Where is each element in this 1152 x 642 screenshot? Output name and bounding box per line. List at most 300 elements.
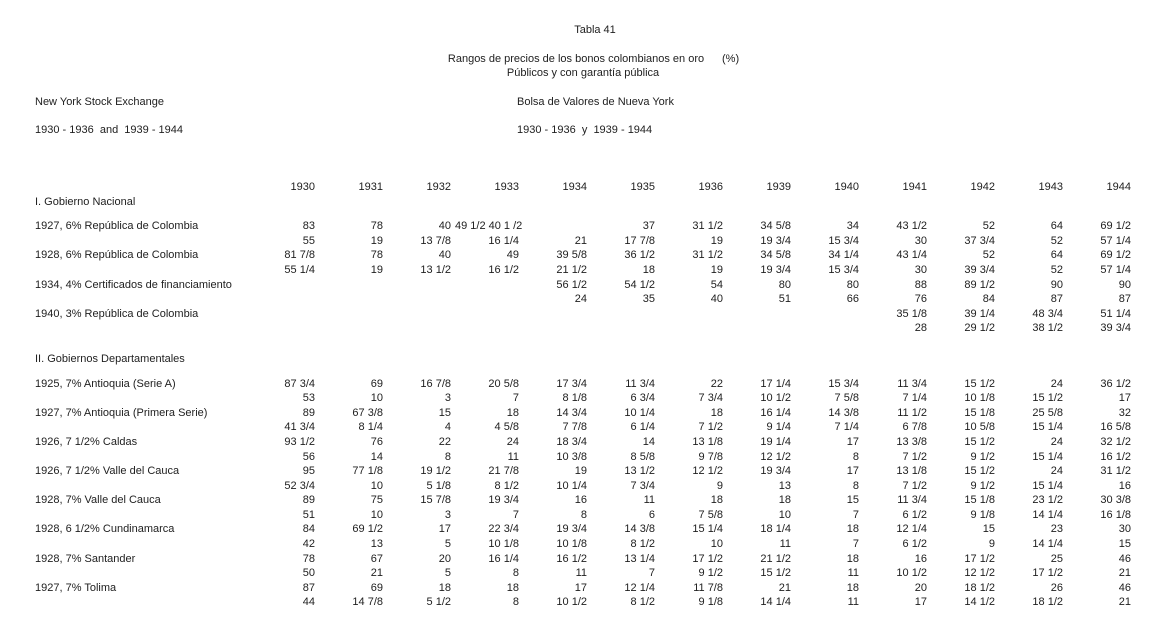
low-value: 9 1/8 xyxy=(698,596,723,609)
bond-label-empty xyxy=(35,263,250,278)
high-value: 36 1/2 xyxy=(1100,377,1131,390)
high-value: 15 xyxy=(982,523,995,536)
bond-row-high xyxy=(35,278,1134,293)
low-value: 19 xyxy=(370,263,383,276)
bond-row-high xyxy=(35,377,1134,392)
high-value: 11 7/8 xyxy=(693,581,723,594)
low-value: 13 7/8 xyxy=(420,234,451,247)
high-value: 15 1/8 xyxy=(964,406,995,419)
low-value xyxy=(250,292,318,307)
high-value: 69 1/2 xyxy=(1100,249,1131,262)
bond-label: 1926, 7 1/2% Caldas xyxy=(35,435,138,448)
bond-label-empty xyxy=(35,450,250,465)
high-value: 13 1/4 xyxy=(624,552,655,565)
spacer-row xyxy=(35,367,1134,377)
bond-row-low xyxy=(35,450,1134,465)
high-value-spill: 49 1/2 40 1 /2 xyxy=(455,220,523,233)
high-value: 10 1/4 xyxy=(624,406,655,419)
high-value: 16 xyxy=(574,494,587,507)
low-value: 11 xyxy=(847,567,859,580)
price-table xyxy=(35,180,1134,610)
high-value: 34 1/4 xyxy=(828,249,859,262)
low-value: 7 1/4 xyxy=(834,421,859,434)
high-value: 54 1/2 xyxy=(624,278,655,291)
low-value: 6 1/2 xyxy=(902,538,927,551)
low-value: 3 xyxy=(444,508,451,521)
high-value: 12 1/2 xyxy=(692,465,723,478)
bond-row-low xyxy=(35,292,1134,307)
high-value: 11 3/4 xyxy=(897,494,927,507)
high-value: 21 1/2 xyxy=(760,552,791,565)
high-value: 54 xyxy=(710,278,723,291)
low-value xyxy=(590,321,658,336)
low-value: 7 5/8 xyxy=(834,392,859,405)
high-value xyxy=(590,307,658,322)
high-value: 19 1/2 xyxy=(420,465,451,478)
high-value: 17 xyxy=(574,581,587,594)
high-value: 40 xyxy=(438,249,451,262)
low-value: 7 1/2 xyxy=(902,450,927,463)
spacer-cell xyxy=(35,367,1134,377)
low-value: 9 xyxy=(988,538,995,551)
bond-label-empty xyxy=(35,234,250,249)
low-value: 57 1/4 xyxy=(1100,263,1131,276)
high-value: 19 3/4 xyxy=(488,494,519,507)
year-header: 1931 xyxy=(358,181,383,193)
low-value: 19 3/4 xyxy=(760,263,791,276)
low-value: 15 1/4 xyxy=(1032,479,1063,492)
low-value: 10 1/8 xyxy=(488,538,519,551)
bond-label: 1934, 4% Certificados de financiamiento xyxy=(35,278,232,291)
low-value: 51 xyxy=(302,508,315,521)
high-value: 40 xyxy=(438,220,451,233)
unit-label: (%) xyxy=(722,53,740,65)
low-value: 16 5/8 xyxy=(1100,421,1131,434)
section-heading: II. Gobiernos Departamentales xyxy=(35,352,185,365)
low-value: 3 xyxy=(444,392,451,405)
high-value: 18 xyxy=(846,581,859,594)
low-value xyxy=(454,292,522,307)
high-value: 77 1/8 xyxy=(352,465,383,478)
low-value: 9 7/8 xyxy=(698,450,723,463)
high-value: 69 xyxy=(370,581,383,594)
low-value: 52 xyxy=(1050,263,1063,276)
high-value: 52 xyxy=(982,220,995,233)
low-value: 24 xyxy=(574,293,587,306)
low-value: 10 3/8 xyxy=(556,450,587,463)
low-value: 8 xyxy=(444,450,451,463)
low-value: 30 xyxy=(914,234,927,247)
bond-row-high xyxy=(35,522,1134,537)
high-value: 32 1/2 xyxy=(1100,435,1131,448)
bond-row-low xyxy=(35,508,1134,523)
low-value: 8 xyxy=(512,596,519,609)
year-header: 1944 xyxy=(1106,181,1131,193)
year-header: 1940 xyxy=(834,181,859,193)
high-value: 15 xyxy=(846,494,859,507)
low-value: 5 xyxy=(444,567,451,580)
high-value: 34 5/8 xyxy=(760,249,791,262)
low-value: 39 3/4 xyxy=(964,263,995,276)
low-value: 15 3/4 xyxy=(828,263,859,276)
low-value: 52 3/4 xyxy=(284,479,315,492)
bond-row-low xyxy=(35,566,1134,581)
low-value: 11 xyxy=(507,450,519,463)
period-spanish: 1930 - 1936 y 1939 - 1944 xyxy=(517,124,653,136)
low-value: 12 1/2 xyxy=(964,567,995,580)
bond-row-high xyxy=(35,493,1134,508)
high-value: 19 3/4 xyxy=(760,465,791,478)
low-value: 37 3/4 xyxy=(964,234,995,247)
low-value: 76 xyxy=(914,293,927,306)
high-value xyxy=(794,307,862,322)
high-value: 16 7/8 xyxy=(420,377,451,390)
bond-row-high xyxy=(35,248,1134,263)
low-value: 17 1/2 xyxy=(1032,567,1063,580)
bond-row-low xyxy=(35,391,1134,406)
year-header: 1942 xyxy=(970,181,995,193)
high-value: 17 3/4 xyxy=(556,377,587,390)
high-value: 46 xyxy=(1118,581,1131,594)
low-value: 10 xyxy=(710,538,723,551)
high-value: 81 7/8 xyxy=(284,249,315,262)
high-value xyxy=(454,307,522,322)
low-value: 30 xyxy=(914,263,927,276)
high-value: 12 1/4 xyxy=(896,523,927,536)
low-value: 6 3/4 xyxy=(630,392,655,405)
low-value: 8 xyxy=(580,508,587,521)
low-value xyxy=(318,292,386,307)
high-value: 21 7/8 xyxy=(488,465,519,478)
spacer-cell xyxy=(35,336,1134,352)
high-value: 25 xyxy=(1050,552,1063,565)
bond-label-empty xyxy=(35,292,250,307)
bond-row-low xyxy=(35,263,1134,278)
low-value: 19 xyxy=(710,263,723,276)
low-value: 5 xyxy=(444,538,451,551)
high-value: 78 xyxy=(370,220,383,233)
high-value: 31 1/2 xyxy=(692,249,723,262)
high-value: 64 xyxy=(1050,220,1063,233)
bond-label: 1928, 6 1/2% Cundinamarca xyxy=(35,523,175,536)
low-value: 38 1/2 xyxy=(1032,322,1063,335)
high-value: 14 3/8 xyxy=(624,523,655,536)
high-value: 17 1/2 xyxy=(692,552,723,565)
low-value: 66 xyxy=(846,293,859,306)
high-value: 31 1/2 xyxy=(692,220,723,233)
low-value: 11 xyxy=(847,596,859,609)
bond-row-low xyxy=(35,234,1134,249)
low-value: 7 5/8 xyxy=(698,508,723,521)
high-value: 16 1/2 xyxy=(556,552,587,565)
low-value: 21 xyxy=(1118,567,1131,580)
bond-label: 1927, 7% Tolima xyxy=(35,581,117,594)
low-value: 14 7/8 xyxy=(352,596,383,609)
bond-row-high xyxy=(35,219,1134,234)
low-value: 7 xyxy=(852,538,859,551)
low-value: 87 xyxy=(1118,293,1131,306)
low-value: 16 1/2 xyxy=(1100,450,1131,463)
high-value: 43 1/4 xyxy=(896,249,927,262)
high-value xyxy=(522,219,590,234)
low-value: 15 3/4 xyxy=(828,234,859,247)
bond-label-empty xyxy=(35,479,250,494)
low-value: 10 1/2 xyxy=(760,392,791,405)
low-value: 8 1/8 xyxy=(562,392,587,405)
low-value: 44 xyxy=(302,596,315,609)
high-value xyxy=(522,307,590,322)
high-value: 18 xyxy=(710,406,723,419)
high-value: 11 1/2 xyxy=(897,406,927,419)
low-value: 29 1/2 xyxy=(964,322,995,335)
low-value xyxy=(318,321,386,336)
high-value: 69 xyxy=(370,377,383,390)
low-value: 7 1/2 xyxy=(902,479,927,492)
spacer-cell xyxy=(35,209,1134,219)
high-value: 16 xyxy=(914,552,927,565)
high-value: 26 xyxy=(1050,581,1063,594)
bond-row-low xyxy=(35,420,1134,435)
low-value: 8 xyxy=(852,450,859,463)
low-value: 7 xyxy=(648,567,655,580)
high-value: 13 1/8 xyxy=(692,435,723,448)
low-value: 14 1/4 xyxy=(1032,508,1063,521)
bond-label: 1926, 7 1/2% Valle del Cauca xyxy=(35,465,180,478)
table-title: Rangos de precios de los bonos colombianos en oro xyxy=(447,53,705,65)
high-value: 20 5/8 xyxy=(488,377,519,390)
low-value: 11 xyxy=(575,567,587,580)
low-value: 15 1/4 xyxy=(1032,450,1063,463)
low-value: 10 xyxy=(778,508,791,521)
low-value: 15 xyxy=(1118,538,1131,551)
high-value: 21 xyxy=(778,581,791,594)
low-value: 7 1/2 xyxy=(698,421,723,434)
high-value: 22 3/4 xyxy=(488,523,519,536)
bond-label: 1940, 3% República de Colombia xyxy=(35,307,199,320)
high-value: 89 xyxy=(302,406,315,419)
high-value: 15 1/4 xyxy=(692,523,723,536)
low-value: 16 1/8 xyxy=(1100,508,1131,521)
high-value: 22 xyxy=(438,435,451,448)
low-value xyxy=(386,292,454,307)
low-value: 40 xyxy=(710,293,723,306)
high-value: 34 xyxy=(846,220,859,233)
year-header: 1935 xyxy=(630,181,655,193)
high-value: 48 3/4 xyxy=(1032,307,1063,320)
high-value: 30 3/8 xyxy=(1100,494,1131,507)
high-value: 69 1/2 xyxy=(352,523,383,536)
low-value: 7 7/8 xyxy=(562,421,587,434)
high-value: 15 1/2 xyxy=(964,465,995,478)
high-value: 16 1/4 xyxy=(760,406,791,419)
high-value: 84 xyxy=(302,523,315,536)
low-value: 7 xyxy=(512,508,519,521)
year-header: 1933 xyxy=(494,181,519,193)
high-value: 18 xyxy=(846,523,859,536)
high-value: 34 5/8 xyxy=(760,220,791,233)
high-value: 15 7/8 xyxy=(420,494,451,507)
low-value: 41 3/4 xyxy=(284,421,315,434)
high-value: 18 xyxy=(438,581,451,594)
low-value: 55 xyxy=(302,234,315,247)
low-value: 7 3/4 xyxy=(630,479,655,492)
high-value: 11 xyxy=(643,494,655,507)
low-value: 5 1/2 xyxy=(426,596,451,609)
low-value: 10 xyxy=(370,508,383,521)
high-value: 19 1/4 xyxy=(760,435,791,448)
high-value xyxy=(318,278,386,293)
low-value: 51 xyxy=(778,293,791,306)
high-value: 31 1/2 xyxy=(1100,465,1131,478)
low-value xyxy=(250,321,318,336)
high-value: 37 xyxy=(642,220,655,233)
bond-label-empty xyxy=(35,537,250,552)
high-value: 83 xyxy=(302,220,315,233)
year-header: 1941 xyxy=(902,181,927,193)
low-value: 16 1/2 xyxy=(488,263,519,276)
low-value: 4 5/8 xyxy=(494,421,519,434)
bond-label-empty xyxy=(35,391,250,406)
low-value: 35 xyxy=(642,293,655,306)
high-value xyxy=(658,307,726,322)
low-value: 21 xyxy=(574,234,587,247)
low-value: 11 xyxy=(779,538,791,551)
low-value xyxy=(658,321,726,336)
bond-label: 1928, 6% República de Colombia xyxy=(35,249,199,262)
low-value: 8 1/4 xyxy=(358,421,383,434)
bond-label: 1927, 6% República de Colombia xyxy=(35,220,199,233)
high-value: 89 1/2 xyxy=(964,278,995,291)
high-value: 17 1/2 xyxy=(964,552,995,565)
high-value xyxy=(318,307,386,322)
high-value: 18 xyxy=(778,494,791,507)
high-value: 52 xyxy=(982,249,995,262)
high-value: 95 xyxy=(302,465,315,478)
low-value: 10 1/4 xyxy=(556,479,587,492)
high-value: 43 1/2 xyxy=(896,220,927,233)
high-value: 14 xyxy=(642,435,655,448)
high-value: 32 xyxy=(1118,406,1131,419)
low-value: 10 1/8 xyxy=(556,538,587,551)
low-value: 21 xyxy=(1118,596,1131,609)
bond-row-high xyxy=(35,581,1134,596)
year-header: 1943 xyxy=(1038,181,1063,193)
high-value: 23 1/2 xyxy=(1032,494,1063,507)
high-value: 16 1/4 xyxy=(488,552,519,565)
high-value: 20 xyxy=(438,552,451,565)
high-value xyxy=(250,278,318,293)
low-value: 10 1/2 xyxy=(896,567,927,580)
high-value: 15 1/2 xyxy=(964,377,995,390)
low-value: 17 7/8 xyxy=(624,234,655,247)
low-value: 56 xyxy=(302,450,315,463)
low-value: 9 xyxy=(716,479,723,492)
low-value: 57 1/4 xyxy=(1100,234,1131,247)
low-value: 9 1/2 xyxy=(698,567,723,580)
high-value: 17 1/4 xyxy=(760,377,791,390)
bond-label-empty xyxy=(35,508,250,523)
low-value xyxy=(386,321,454,336)
low-value: 10 5/8 xyxy=(964,421,995,434)
high-value: 18 1/2 xyxy=(964,581,995,594)
high-value: 51 1/4 xyxy=(1100,307,1131,320)
high-value: 13 3/8 xyxy=(896,435,927,448)
low-value: 16 1/4 xyxy=(488,234,519,247)
table-body xyxy=(35,180,1134,610)
low-value: 13 1/2 xyxy=(420,263,451,276)
high-value: 20 xyxy=(914,581,927,594)
bond-row-high xyxy=(35,552,1134,567)
high-value xyxy=(250,307,318,322)
year-header: 1934 xyxy=(562,181,587,193)
low-value: 14 1/4 xyxy=(1032,538,1063,551)
section-heading: I. Gobierno Nacional xyxy=(35,195,136,208)
low-value: 50 xyxy=(302,567,315,580)
low-value: 52 xyxy=(1050,234,1063,247)
high-value: 11 3/4 xyxy=(897,377,927,390)
low-value xyxy=(454,321,522,336)
high-value: 25 5/8 xyxy=(1032,406,1063,419)
bond-label-empty xyxy=(35,420,250,435)
high-value: 69 1/2 xyxy=(1100,220,1131,233)
low-value: 6 7/8 xyxy=(902,421,927,434)
high-value: 18 xyxy=(506,406,519,419)
high-value: 15 3/4 xyxy=(828,377,859,390)
high-value: 93 1/2 xyxy=(284,435,315,448)
high-value: 49 xyxy=(506,249,519,262)
high-value: 12 1/4 xyxy=(624,581,655,594)
low-value: 84 xyxy=(982,293,995,306)
low-value: 39 3/4 xyxy=(1100,322,1131,335)
low-value: 17 xyxy=(914,596,927,609)
bond-label: 1925, 7% Antioquia (Serie A) xyxy=(35,377,176,390)
low-value: 8 xyxy=(852,479,859,492)
bond-label: 1928, 7% Valle del Cauca xyxy=(35,494,161,507)
low-value: 28 xyxy=(914,322,927,335)
low-value: 13 xyxy=(778,479,791,492)
section-heading-row xyxy=(35,352,1134,367)
high-value: 90 xyxy=(1050,278,1063,291)
high-value: 46 xyxy=(1118,552,1131,565)
high-value: 35 1/8 xyxy=(896,307,927,320)
high-value: 14 3/8 xyxy=(828,406,859,419)
low-value: 9 1/2 xyxy=(970,450,995,463)
low-value: 7 xyxy=(852,508,859,521)
high-value: 87 xyxy=(302,581,315,594)
period-english: 1930 - 1936 and 1939 - 1944 xyxy=(35,124,184,136)
low-value: 5 1/8 xyxy=(426,479,451,492)
high-value: 14 3/4 xyxy=(556,406,587,419)
high-value: 30 xyxy=(1118,523,1131,536)
low-value xyxy=(522,321,590,336)
low-value: 10 xyxy=(370,392,383,405)
bond-row-high xyxy=(35,406,1134,421)
bond-row-high xyxy=(35,435,1134,450)
low-value: 15 1/2 xyxy=(1032,392,1063,405)
high-value: 24 xyxy=(506,435,519,448)
label-column-spacer xyxy=(35,180,250,195)
high-value: 11 3/4 xyxy=(625,377,655,390)
high-value: 19 3/4 xyxy=(556,523,587,536)
low-value: 8 xyxy=(512,567,519,580)
low-value: 14 xyxy=(370,450,383,463)
bond-row-low xyxy=(35,479,1134,494)
high-value: 18 xyxy=(506,581,519,594)
high-value: 13 1/8 xyxy=(896,465,927,478)
table-subtitle: Públicos y con garantía pública xyxy=(506,67,660,79)
high-value: 88 xyxy=(914,278,927,291)
high-value xyxy=(386,278,454,293)
